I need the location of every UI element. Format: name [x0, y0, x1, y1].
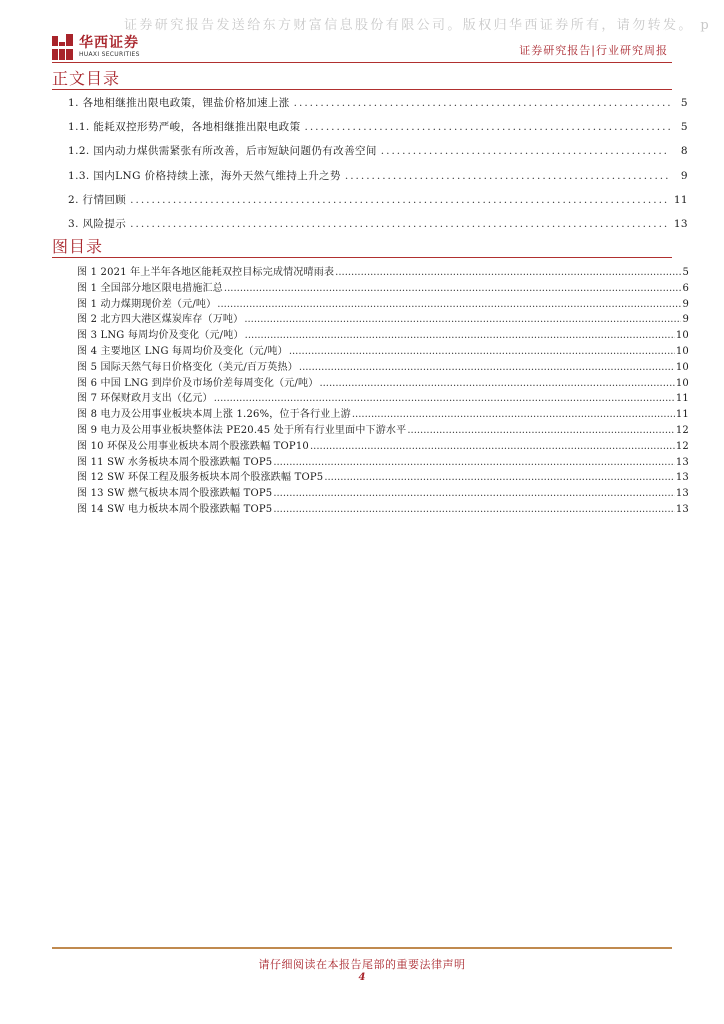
- figure-list-title: 图目录: [52, 237, 104, 256]
- figure-item-label: 图 3 LNG 每周均价及变化（元/吨）: [77, 330, 244, 342]
- figure-item[interactable]: [77, 484, 689, 500]
- figure-item-label: 图 9 电力及公用事业板块整体法 PE20.45 处于所有行业里面中下游水平: [77, 424, 407, 436]
- figure-item-page: 12: [675, 424, 689, 436]
- brand-name-cn: 华西证券: [79, 35, 139, 51]
- toc-item[interactable]: [68, 168, 688, 192]
- figure-item[interactable]: [77, 405, 689, 421]
- figure-item-page: 13: [675, 456, 689, 468]
- leader-dots: [345, 170, 670, 182]
- toc-item-label: 3. 风险提示: [68, 217, 127, 230]
- leader-dots: [319, 378, 674, 389]
- figure-item-page: 6: [682, 282, 689, 294]
- figure-item[interactable]: [77, 374, 689, 390]
- leader-dots: [130, 194, 670, 206]
- figure-item-page: 13: [675, 503, 689, 515]
- watermark: 证券研究报告发送给东方财富信息股份有限公司。版权归华西证券所有，请勿转发。 p: [124, 18, 712, 33]
- leader-dots: [130, 218, 670, 230]
- toc-item-label: 1.2. 国内动力煤供需紧张有所改善，后市短缺问题仍有改善空间: [68, 145, 377, 158]
- figure-item-label: 图 13 SW 燃气板块本周个股涨跌幅 TOP5: [77, 488, 273, 500]
- figure-item[interactable]: [77, 310, 689, 326]
- toc-item-page: 8: [680, 145, 688, 158]
- toc-item[interactable]: [68, 95, 688, 119]
- leader-dots: [214, 393, 675, 404]
- legal-notice: 请仔细阅读在本报告尾部的重要法律声明: [258, 958, 466, 971]
- toc-list: [68, 95, 688, 240]
- figure-item[interactable]: [77, 342, 689, 358]
- leader-dots: [217, 299, 681, 310]
- leader-dots: [289, 346, 675, 357]
- figure-item-label: 图 4 主要地区 LNG 每周均价及变化（元/吨）: [77, 345, 288, 357]
- huaxi-logo-icon: [52, 34, 74, 60]
- figure-item-label: 图 1 动力煤期现价差（元/吨）: [77, 298, 217, 310]
- leader-dots: [310, 441, 675, 452]
- figure-item-label: 图 12 SW 环保工程及服务板块本周个股涨跌幅 TOP5: [77, 472, 324, 484]
- figure-item-page: 12: [675, 440, 689, 452]
- figure-item-label: 图 11 SW 水务板块本周个股涨跌幅 TOP5: [77, 456, 273, 468]
- toc-item-label: 1. 各地相继推出限电政策，锂盐价格加速上涨: [68, 97, 290, 109]
- figure-item-label: 图 8 电力及公用事业板块本周上涨 1.26%，位于各行业上游: [77, 409, 351, 421]
- toc-divider: [52, 89, 672, 90]
- figure-item-label: 图 14 SW 电力板块本周个股涨跌幅 TOP5: [77, 503, 273, 515]
- report-type-label: 证券研究报告|行业研究周报: [519, 44, 668, 57]
- figure-item[interactable]: [77, 263, 689, 279]
- figure-item-page: 11: [675, 409, 689, 421]
- leader-dots: [335, 267, 681, 278]
- figure-item-label: 图 6 中国 LNG 到岸价及市场价差每周变化（元/吨）: [77, 377, 319, 389]
- figure-item[interactable]: [77, 295, 689, 311]
- page-number: 4: [358, 972, 366, 983]
- figure-item-page: 10: [675, 361, 689, 373]
- figure-item-label: 图 5 国际天然气每日价格变化（美元/百万英热）: [77, 361, 298, 373]
- leader-dots: [245, 330, 675, 341]
- leader-dots: [224, 283, 682, 294]
- header-divider: [52, 62, 672, 63]
- figure-item-label: 图 7 环保财政月支出（亿元）: [77, 393, 213, 405]
- figure-item[interactable]: [77, 326, 689, 342]
- figure-item-page: 10: [675, 377, 689, 389]
- figure-item-page: 10: [675, 330, 689, 342]
- leader-dots: [273, 457, 675, 468]
- figure-item-page: 5: [682, 267, 689, 278]
- figure-item-label: 图 10 环保及公用事业板块本周个股涨跌幅 TOP10: [77, 440, 309, 452]
- figure-item-label: 图 2 北方四大港区煤炭库存（万吨）: [77, 314, 244, 326]
- figure-item[interactable]: [77, 421, 689, 437]
- toc-item-label: 1.1. 能耗双控形势严峻，各地相继推出限电政策: [68, 121, 301, 134]
- figure-item[interactable]: [77, 358, 689, 374]
- figure-list: [77, 263, 689, 516]
- leader-dots: [381, 145, 670, 157]
- figure-list-divider: [52, 257, 672, 258]
- figure-item-page: 10: [675, 345, 689, 357]
- brand-logo: [52, 33, 140, 61]
- figure-item-page: 11: [675, 393, 689, 405]
- leader-dots: [273, 488, 675, 499]
- figure-item-page: 9: [682, 298, 689, 310]
- toc-item-label: 2. 行情回顾: [68, 193, 127, 206]
- toc-title: 正文目录: [52, 69, 121, 88]
- toc-item-label: 1.3. 国内LNG 价格持续上涨，海外天然气维持上升之势: [68, 169, 341, 182]
- leader-dots: [324, 472, 675, 483]
- leader-dots: [294, 97, 670, 109]
- toc-item-page: 9: [680, 169, 688, 182]
- toc-item-page: 11: [673, 193, 688, 206]
- leader-dots: [299, 362, 675, 373]
- footer-divider: [52, 947, 672, 949]
- figure-item-label: 图 1 2021 年上半年各地区能耗双控目标完成情况晴雨表: [77, 267, 335, 278]
- toc-item[interactable]: [68, 192, 688, 216]
- figure-item[interactable]: [77, 500, 689, 516]
- leader-dots: [407, 425, 675, 436]
- toc-item[interactable]: [68, 119, 688, 143]
- toc-item-page: 5: [680, 121, 688, 134]
- leader-dots: [244, 314, 681, 325]
- figure-item[interactable]: [77, 279, 689, 295]
- figure-item[interactable]: [77, 453, 689, 469]
- figure-item-page: 9: [682, 314, 689, 326]
- toc-item[interactable]: [68, 143, 688, 167]
- leader-dots: [304, 121, 670, 133]
- figure-item[interactable]: [77, 437, 689, 453]
- toc-item[interactable]: [68, 216, 688, 240]
- brand-name-en: HUAXI SECURITIES: [79, 51, 140, 58]
- figure-item-label: 图 1 全国部分地区限电措施汇总: [77, 282, 223, 294]
- figure-item[interactable]: [77, 468, 689, 484]
- toc-item-page: 13: [673, 217, 688, 230]
- figure-item-page: 13: [675, 488, 689, 500]
- leader-dots: [352, 409, 675, 420]
- figure-item-page: 13: [675, 472, 689, 484]
- leader-dots: [273, 504, 675, 515]
- toc-item-page: 5: [680, 97, 688, 109]
- figure-item[interactable]: [77, 389, 689, 405]
